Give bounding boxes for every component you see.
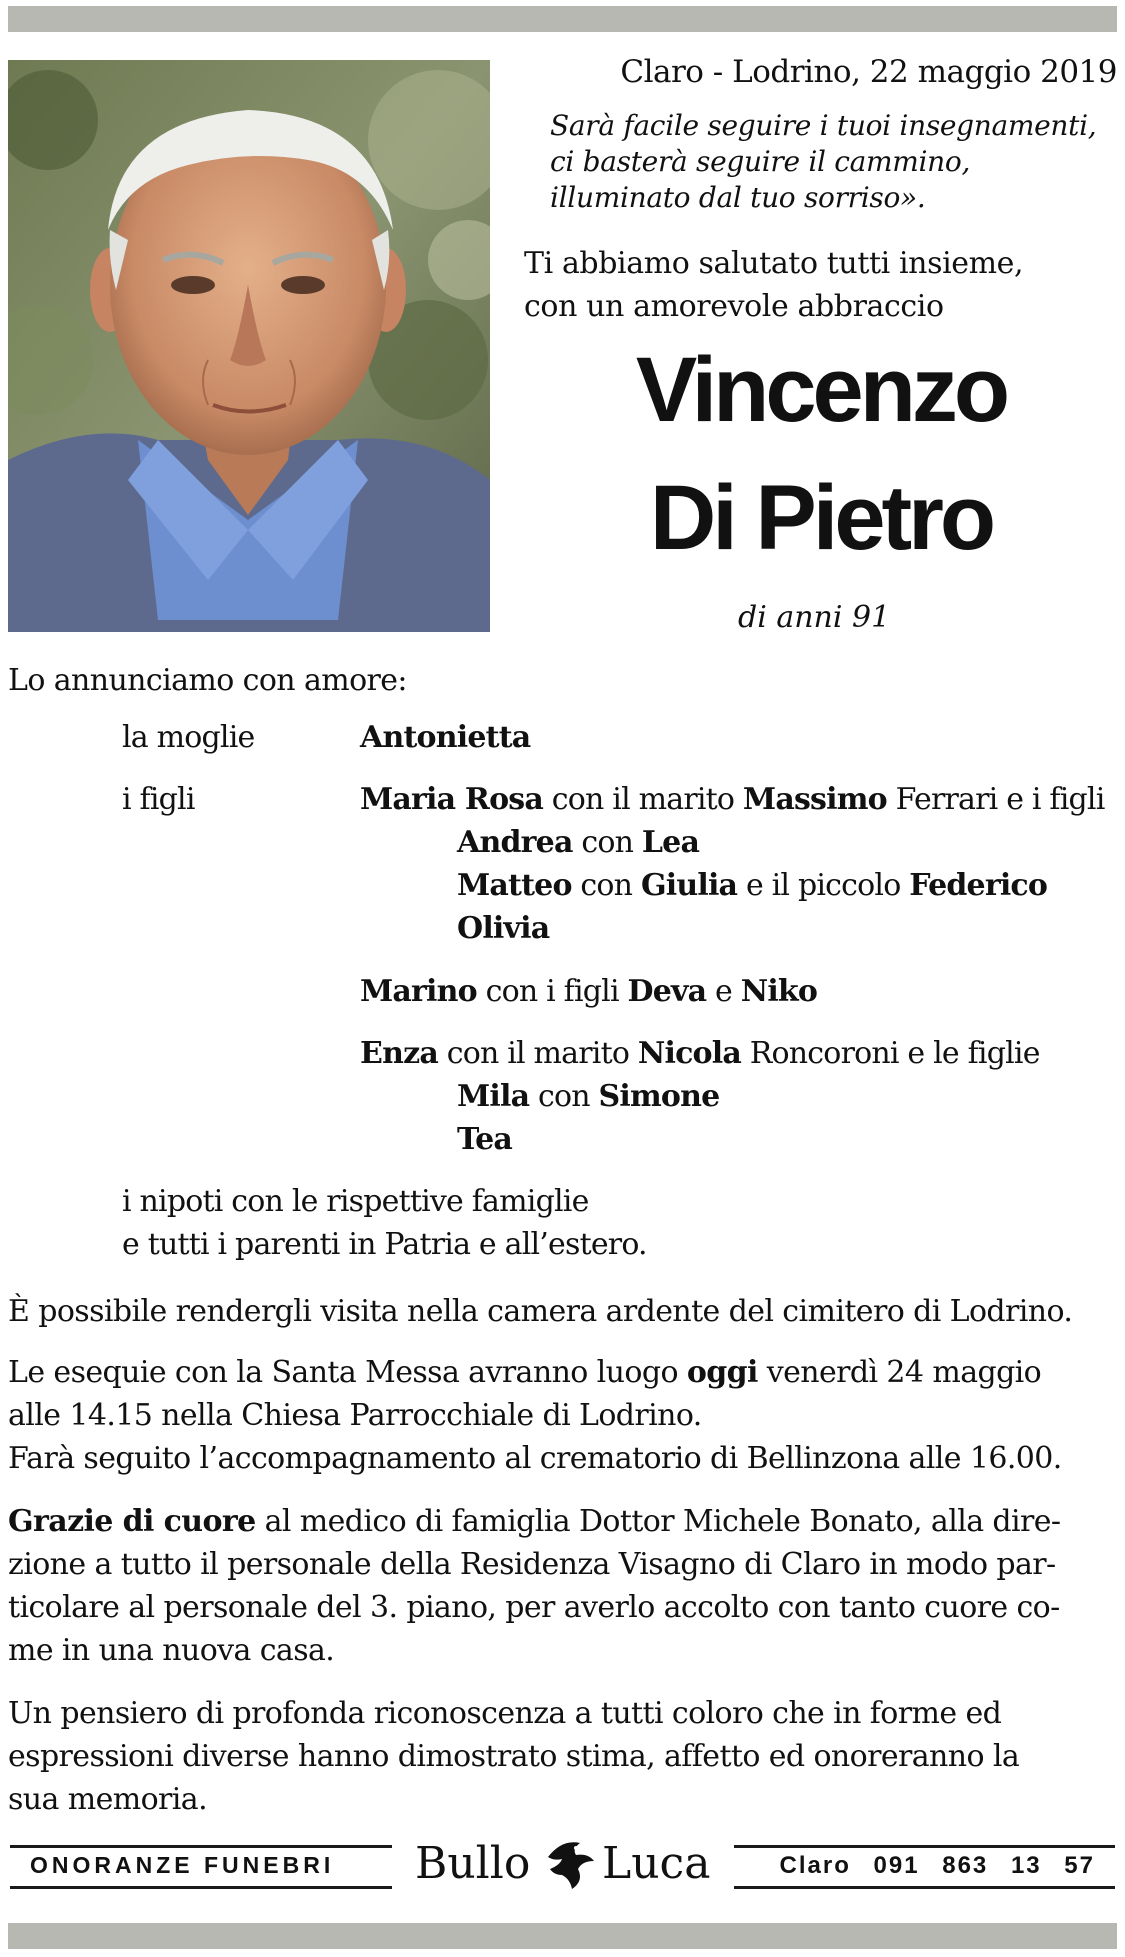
connector-text: con — [571, 868, 641, 903]
greeting-line: Ti abbiamo salutato tutti insieme, — [524, 246, 1024, 281]
grandchild-name: Tea — [457, 1122, 513, 1157]
partner-name: Giulia — [640, 868, 738, 903]
connector-text: con — [572, 825, 642, 860]
child-entry — [360, 782, 1105, 817]
footer-rule-bottom-left — [10, 1886, 392, 1889]
grandchild-name: Mila — [457, 1079, 530, 1114]
funeral-line — [8, 1351, 1117, 1394]
grandchild-name: Matteo — [457, 868, 572, 903]
grandchild-entry — [457, 825, 699, 860]
connector-text: e il piccolo — [737, 868, 910, 903]
partner-name: Simone — [598, 1079, 720, 1114]
gratitude-line: sua memoria. — [8, 1782, 208, 1817]
footer-rule-top-left — [10, 1845, 392, 1848]
gratitude-line: Un pensiero di profonda riconoscenza a tutti coloro che in forme ed — [8, 1696, 1002, 1731]
wife-name: Antonietta — [360, 720, 531, 755]
memorial-quote — [550, 108, 1096, 216]
grandchild-entry — [457, 1079, 719, 1114]
funeral-home-contact: Claro 091 863 13 57 — [779, 1852, 1095, 1879]
child-name: Enza — [360, 1036, 438, 1071]
spouse-name: Nicola — [637, 1036, 741, 1071]
grandchild-name: Olivia — [457, 911, 550, 946]
greeting-line: con un amorevole abbraccio — [524, 289, 944, 324]
thanks-line: zione a tutto il personale della Residenza Visagno di Claro in modo par- — [8, 1547, 1056, 1582]
quote-line: illuminato dal tuo sorriso». — [550, 181, 926, 214]
funeral-notice — [8, 1351, 1117, 1480]
portrait-photo — [8, 60, 490, 632]
thanks-line — [8, 1500, 1117, 1543]
thanks-line: ticolare al personale del 3. piano, per averlo accolto con tanto cuore co- — [8, 1590, 1060, 1625]
bottom-border-bar — [8, 1923, 1117, 1949]
visit-line: È possibile rendergli visita nella camera ardente del cimitero di Lodrino. — [8, 1294, 1073, 1329]
gratitude-paragraph — [8, 1692, 1117, 1821]
deceased-first-name: Vincenzo — [635, 339, 1007, 441]
grandchild-name: Andrea — [457, 825, 573, 860]
funeral-home-logo-right: Luca — [602, 1838, 711, 1889]
grandchild-name: Niko — [740, 974, 818, 1009]
connector-text: e — [706, 974, 741, 1009]
connector-text: con il marito — [543, 782, 743, 817]
footer-rule-top-right — [734, 1845, 1115, 1848]
place-and-date: Claro - Lodrino, 22 maggio 2019 — [620, 54, 1117, 90]
children-label: i figli — [122, 782, 195, 817]
spouse-name: Massimo — [742, 782, 887, 817]
gratitude-line: espressioni diverse hanno dimostrato stima, affetto ed onoreranno la — [8, 1739, 1020, 1774]
farewell-greeting — [524, 242, 1023, 328]
funeral-home-label: ONORANZE FUNEBRI — [30, 1852, 335, 1878]
visit-notice — [8, 1290, 1117, 1333]
funeral-day: oggi — [686, 1355, 758, 1390]
child-entry — [360, 974, 817, 1009]
funeral-line: alle 14.15 nella Chiesa Parrocchiale di Lodrino. — [8, 1398, 702, 1433]
child-name: Marino — [360, 974, 477, 1009]
footer-rule-bottom-right — [734, 1886, 1115, 1889]
connector-text: con i figli — [476, 974, 628, 1009]
funeral-text: venerdì 24 maggio — [757, 1355, 1042, 1390]
connector-text: con — [529, 1079, 599, 1114]
child-name: Maria Rosa — [360, 782, 544, 817]
grandchild-entry — [457, 868, 1047, 903]
connector-text: con il marito — [437, 1036, 638, 1071]
funeral-home-logo-left: Bullo — [415, 1838, 531, 1889]
deceased-age: di anni 91 — [738, 600, 891, 635]
connector-text: Ferrari e i figli — [886, 782, 1105, 817]
partner-name: Lea — [641, 825, 700, 860]
child-entry — [360, 1036, 1040, 1071]
funeral-line: Farà seguito l’accompagnamento al crematorio di Bellinzona alle 16.00. — [8, 1441, 1062, 1476]
thanks-paragraph — [8, 1500, 1117, 1672]
connector-text: Roncoroni e le figlie — [741, 1036, 1040, 1071]
thanks-text: al medico di famiglia Dottor Michele Bonato, alla dire- — [255, 1504, 1061, 1539]
top-border-bar — [8, 6, 1117, 32]
great-grandchild-name: Federico — [909, 868, 1048, 903]
funeral-text: Le esequie con la Santa Messa avranno luogo — [8, 1355, 687, 1390]
announcement-line: Lo annunciamo con amore: — [8, 663, 407, 698]
deceased-last-name: Di Pietro — [649, 467, 993, 569]
thanks-line: me in una nuova casa. — [8, 1633, 335, 1668]
quote-line: Sarà facile seguire i tuoi insegnamenti, — [550, 109, 1097, 142]
quote-line: ci basterà seguire il cammino, — [550, 145, 971, 178]
relatives-line: i nipoti con le rispettive famiglie — [122, 1184, 589, 1219]
wife-label: la moglie — [122, 720, 255, 755]
dove-logo-icon — [542, 1835, 598, 1895]
grandchild-name: Deva — [627, 974, 707, 1009]
relatives-line: e tutti i parenti in Patria e all’estero. — [122, 1227, 647, 1262]
thanks-heading: Grazie di cuore — [8, 1504, 256, 1539]
